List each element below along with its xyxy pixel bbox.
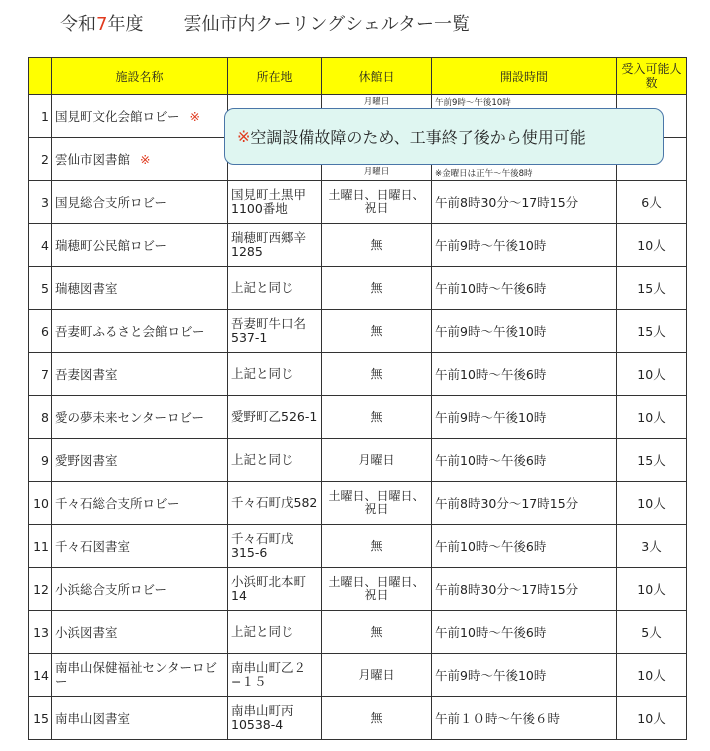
opening-hours: 午前9時～午後10時 <box>432 224 617 267</box>
table-row <box>29 611 687 654</box>
closed-days: 無 <box>322 697 432 740</box>
table-row <box>29 310 687 353</box>
facility-name: 吾妻図書室 <box>52 353 228 396</box>
facility-name: 愛の夢未来センターロビー <box>52 396 228 439</box>
row-number: 12 <box>29 568 52 611</box>
title-main: 雲仙市内クーリングシェルター一覧 <box>183 14 471 35</box>
opening-hours: 午前10時～午後6時 <box>432 439 617 482</box>
row-number: 11 <box>29 525 52 568</box>
facility-name: 吾妻町ふるさと会館ロビー <box>52 310 228 353</box>
closed-day-text: 月曜日 <box>363 97 390 107</box>
row-number: 3 <box>29 181 52 224</box>
facility-name: 南串山保健福祉センターロビー <box>52 654 228 697</box>
closed-days: 月曜日 <box>322 654 432 697</box>
page-title <box>60 10 470 36</box>
facility-name: 千々石総合支所ロビー <box>52 482 228 525</box>
facility-name: 千々石図書室 <box>52 525 228 568</box>
row-number: 1 <box>29 95 52 138</box>
facility-name: 瑞穂図書室 <box>52 267 228 310</box>
facility-name <box>52 95 228 138</box>
note-mark: ※ <box>140 152 151 167</box>
table-row <box>29 697 687 740</box>
table-row <box>29 353 687 396</box>
facility-name: 愛野図書室 <box>52 439 228 482</box>
capacity: 10人 <box>617 654 687 697</box>
opening-hours: 午前10時～午後6時 <box>432 353 617 396</box>
header-closed: 休館日 <box>322 58 432 95</box>
table-row <box>29 439 687 482</box>
address: 上記と同じ <box>228 611 322 654</box>
callout-mark: ※ <box>237 127 251 146</box>
facility-name-text: 雲仙市図書館 <box>55 152 131 167</box>
closed-days: 無 <box>322 224 432 267</box>
opening-hours: 午前8時30分～17時15分 <box>432 568 617 611</box>
facility-name: 小浜総合支所ロビー <box>52 568 228 611</box>
facility-name: 国見総合支所ロビー <box>52 181 228 224</box>
opening-hours: 午前10時～午後6時 <box>432 267 617 310</box>
address: 上記と同じ <box>228 439 322 482</box>
closed-days: 土曜日、日曜日、祝日 <box>322 181 432 224</box>
row-number: 2 <box>29 138 52 181</box>
opening-hours: 午前8時30分～17時15分 <box>432 181 617 224</box>
closed-day-text: 月曜日 <box>363 167 390 177</box>
table-row <box>29 224 687 267</box>
closed-days: 無 <box>322 525 432 568</box>
row-number: 9 <box>29 439 52 482</box>
closed-days: 無 <box>322 267 432 310</box>
table-row <box>29 267 687 310</box>
address: 千々石町戊582 <box>228 482 322 525</box>
closed-days: 無 <box>322 396 432 439</box>
address: 小浜町北本町14 <box>228 568 322 611</box>
row-number: 13 <box>29 611 52 654</box>
capacity: 10人 <box>617 568 687 611</box>
address: 千々石町戊315-6 <box>228 525 322 568</box>
opening-hours: 午前１０時～午後６時 <box>432 697 617 740</box>
capacity: 10人 <box>617 396 687 439</box>
header-hours: 開設時間 <box>432 58 617 95</box>
table-row <box>29 525 687 568</box>
closed-days: 土曜日、日曜日、祝日 <box>322 568 432 611</box>
opening-hours: 午前10時～午後6時 <box>432 611 617 654</box>
address: 瑞穂町西郷辛1285 <box>228 224 322 267</box>
capacity: 15人 <box>617 310 687 353</box>
hours-text: ※金曜日は正午～午後8時 <box>435 169 533 179</box>
closed-days: 無 <box>322 353 432 396</box>
table-row <box>29 568 687 611</box>
row-number: 4 <box>29 224 52 267</box>
title-year-prefix: 令和 <box>60 14 96 35</box>
opening-hours: 午前9時～午後10時 <box>432 396 617 439</box>
capacity: 15人 <box>617 439 687 482</box>
opening-hours: 午前8時30分～17時15分 <box>432 482 617 525</box>
hours-text: 午前9時～午後10時 <box>435 98 511 108</box>
address: 吾妻町牛口名537-1 <box>228 310 322 353</box>
header-no <box>29 58 52 95</box>
address: 南串山町丙10538-4 <box>228 697 322 740</box>
address: 愛野町乙526-1 <box>228 396 322 439</box>
row-number: 8 <box>29 396 52 439</box>
facility-name-text: 国見町文化会館ロビー <box>55 109 180 124</box>
row-number: 15 <box>29 697 52 740</box>
row-number: 14 <box>29 654 52 697</box>
closed-days: 無 <box>322 310 432 353</box>
title-year-suffix: 年度 <box>107 14 144 35</box>
capacity: 3人 <box>617 525 687 568</box>
capacity: 10人 <box>617 353 687 396</box>
capacity: 10人 <box>617 697 687 740</box>
table-row <box>29 396 687 439</box>
address: 国見町土黒甲1100番地 <box>228 181 322 224</box>
capacity: 5人 <box>617 611 687 654</box>
row-number: 7 <box>29 353 52 396</box>
capacity: 15人 <box>617 267 687 310</box>
closed-days: 月曜日 <box>322 439 432 482</box>
address: 南串山町乙２−１５ <box>228 654 322 697</box>
address: 上記と同じ <box>228 267 322 310</box>
notice-callout <box>224 108 664 165</box>
address: 上記と同じ <box>228 353 322 396</box>
table-row <box>29 482 687 525</box>
opening-hours: 午前9時～午後10時 <box>432 310 617 353</box>
table-header-row <box>29 58 687 95</box>
capacity: 6人 <box>617 181 687 224</box>
closed-days: 無 <box>322 611 432 654</box>
callout-text: 空調設備故障のため、工事終了後から使用可能 <box>250 128 586 147</box>
header-name: 施設名称 <box>52 58 228 95</box>
facility-name: 瑞穂町公民館ロビー <box>52 224 228 267</box>
facility-name: 小浜図書室 <box>52 611 228 654</box>
title-year-number: 7 <box>96 14 108 35</box>
facility-name <box>52 138 228 181</box>
table-row <box>29 181 687 224</box>
opening-hours: 午前10時～午後6時 <box>432 525 617 568</box>
capacity: 10人 <box>617 224 687 267</box>
opening-hours: 午前9時～午後10時 <box>432 654 617 697</box>
row-number: 10 <box>29 482 52 525</box>
row-number: 6 <box>29 310 52 353</box>
closed-days: 土曜日、日曜日、祝日 <box>322 482 432 525</box>
note-mark: ※ <box>189 109 200 124</box>
header-capacity: 受入可能人数 <box>617 58 687 95</box>
row-number: 5 <box>29 267 52 310</box>
header-address: 所在地 <box>228 58 322 95</box>
table-row <box>29 654 687 697</box>
facility-name: 南串山図書室 <box>52 697 228 740</box>
capacity: 10人 <box>617 482 687 525</box>
